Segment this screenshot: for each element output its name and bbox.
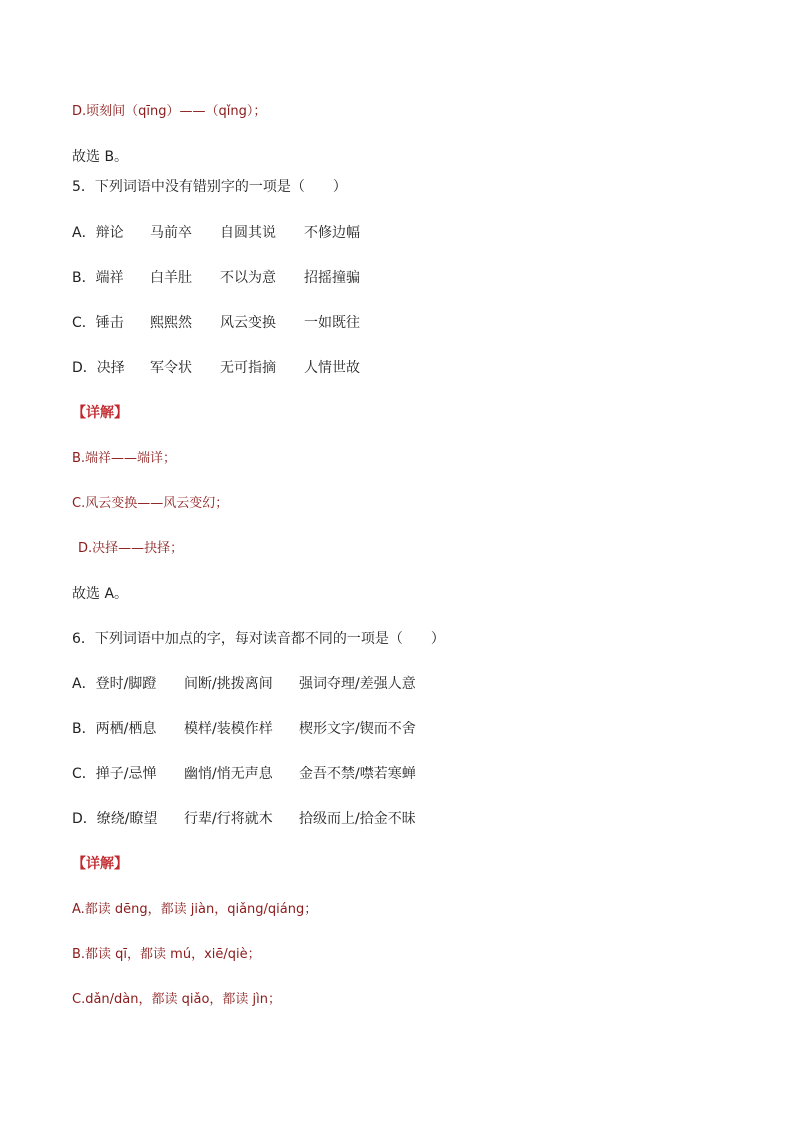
option-word: 拾级而上/拾金不昧 <box>299 811 416 827</box>
explanation-heading: 【详解】 <box>72 856 128 872</box>
explanation-line: B.都读 qī，都读 mú，xiē/qiè； <box>72 947 261 962</box>
option-label: D．缭绕/瞭望 <box>72 811 158 827</box>
option-word: 无可指摘 <box>220 360 276 376</box>
question-6-stem: 6．下列词语中加点的字，每对读音都不同的一项是（ ） <box>72 631 445 647</box>
q5-option-a <box>72 223 360 243</box>
option-label: A．登时/脚蹬 <box>72 676 157 692</box>
option-word: 不以为意 <box>220 270 276 286</box>
option-word: 模样/装模作样 <box>184 721 273 737</box>
q5-option-c <box>72 313 360 333</box>
explanation-line: B.端祥——端详； <box>72 451 177 466</box>
option-word: 马前卒 <box>150 225 192 241</box>
option-word: 楔形文字/锲而不舍 <box>299 721 416 737</box>
explanation-line: C.dǎn/dàn，都读 qiǎo，都读 jìn； <box>72 992 282 1007</box>
option-word: 熙熙然 <box>150 315 192 331</box>
q6-option-a <box>72 674 416 694</box>
option-label: C．锤击 <box>72 315 124 331</box>
q6-option-d <box>72 809 416 829</box>
option-word: 风云变换 <box>220 315 276 331</box>
explanation-line: A.都读 dēng，都读 jiàn，qiǎng/qiáng； <box>72 902 318 917</box>
q6-option-c <box>72 764 416 784</box>
option-word: 自圆其说 <box>220 225 276 241</box>
q5-option-b <box>72 268 360 288</box>
conclusion-line: 故选 A。 <box>72 586 129 602</box>
option-label: D．决择 <box>72 360 125 376</box>
option-word: 一如既往 <box>304 315 360 331</box>
explanation-heading: 【详解】 <box>72 405 128 421</box>
option-label: B．端祥 <box>72 270 124 286</box>
option-word: 不修边幅 <box>304 225 360 241</box>
question-5-stem: 5．下列词语中没有错别字的一项是（ ） <box>72 179 347 195</box>
option-word: 间断/挑拨离间 <box>184 676 273 692</box>
option-label: B．两栖/栖息 <box>72 721 157 737</box>
option-word: 军令状 <box>150 360 192 376</box>
option-word: 金吾不禁/噤若寒蝉 <box>299 766 416 782</box>
option-word: 强词夺理/差强人意 <box>299 676 416 692</box>
option-word: 行辈/行将就木 <box>184 811 273 827</box>
option-word: 幽悄/悄无声息 <box>184 766 273 782</box>
explanation-line: D.决择——抉择； <box>78 541 184 556</box>
q5-option-d <box>72 358 360 378</box>
explanation-line: C.风云变换——风云变幻； <box>72 496 229 511</box>
answer-line-d: D.顷刻间（qīng）——（qǐng）； <box>72 104 267 119</box>
option-label: A．辩论 <box>72 225 124 241</box>
q6-option-b <box>72 719 416 739</box>
option-word: 招摇撞骗 <box>304 270 360 286</box>
option-word: 人情世故 <box>304 360 360 376</box>
conclusion-line: 故选 B。 <box>72 149 129 165</box>
option-label: C．掸子/忌惮 <box>72 766 157 782</box>
option-word: 白羊肚 <box>150 270 192 286</box>
